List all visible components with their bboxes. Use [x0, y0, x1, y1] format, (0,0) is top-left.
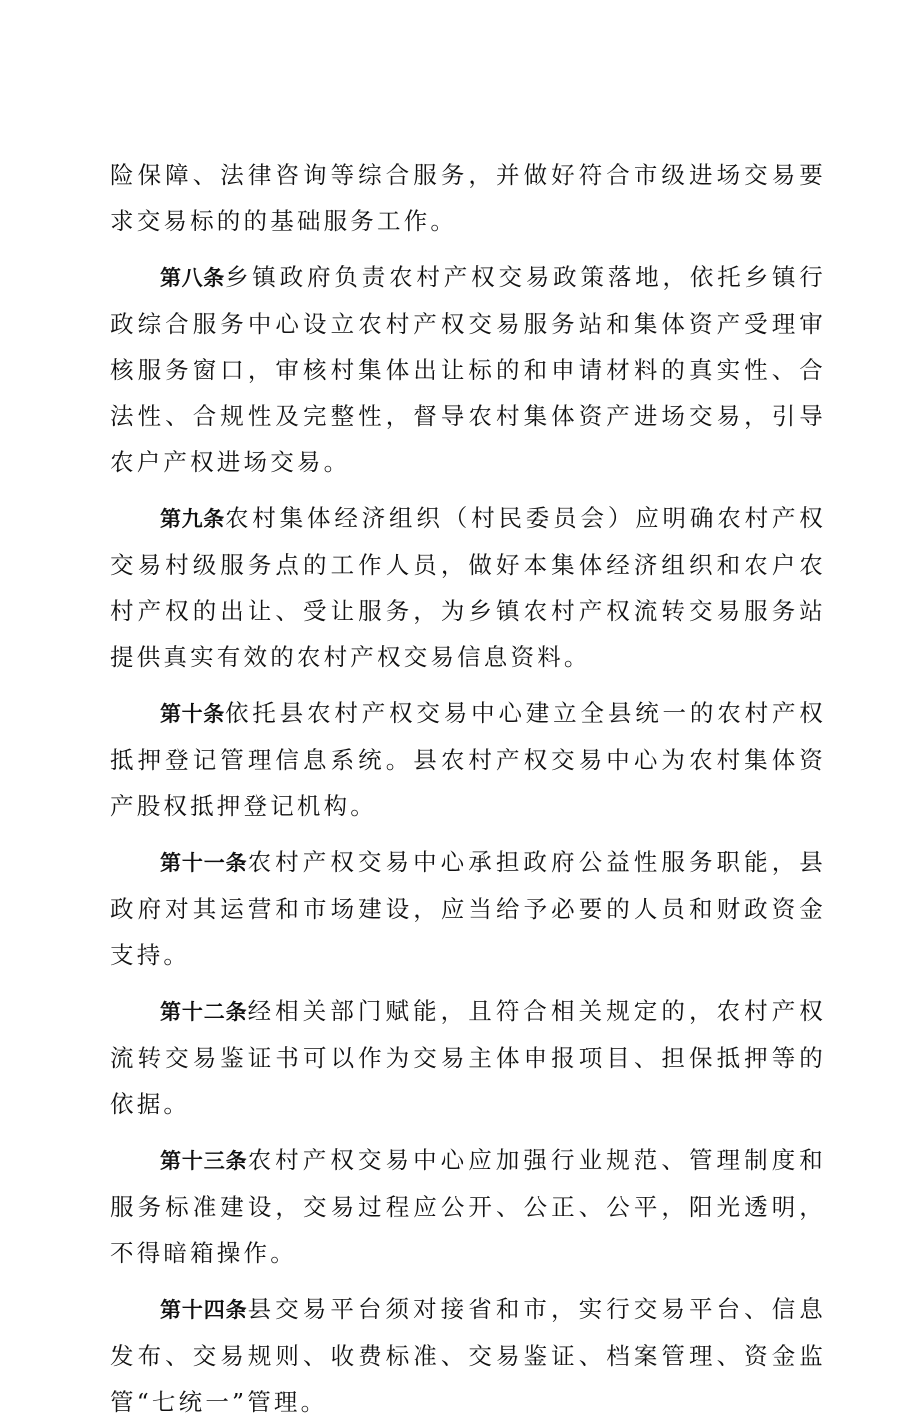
- article-number: 第十一条: [160, 851, 248, 875]
- paragraph-continuation: [110, 152, 826, 244]
- article-number: 第九条: [160, 507, 225, 531]
- article-9-paragraph: [110, 495, 826, 680]
- article-text: 农村产权交易中心承担政府公益性服务职能，县政府对其运营和市场建设，应当给予必要的人员和财政资金支持。: [110, 848, 827, 969]
- article-text: 经相关部门赋能，且符合相关规定的，农村产权流转交易鉴证书可以作为交易主体申报项目、担保抵押等的依据。: [110, 997, 827, 1118]
- article-text: 县交易平台须对接省和市，实行交易平台、信息发布、交易规则、收费标准、交易鉴证、档案管理、资金监管“七统一”管理。: [110, 1295, 827, 1416]
- article-text: 依托县农村产权交易中心建立全县统一的农村产权抵押登记管理信息系统。县农村产权交易中心为农村集体资产股权抵押登记机构。: [110, 699, 826, 820]
- article-text: 农村集体经济组织（村民委员会）应明确农村产权交易村级服务点的工作人员，做好本集体经济组织和农户农村产权的出让、受让服务，为乡镇农村产权流转交易服务站提供真实有效的农村产权交易信息资料。: [110, 504, 826, 671]
- article-13-paragraph: [110, 1137, 826, 1276]
- article-12-paragraph: [110, 988, 826, 1127]
- article-number: 第十四条: [160, 1298, 248, 1322]
- article-number: 第八条: [160, 266, 225, 290]
- article-number: 第十条: [160, 702, 225, 726]
- article-11-paragraph: [110, 839, 826, 978]
- article-text: 农村产权交易中心应加强行业规范、管理制度和服务标准建设，交易过程应公开、公正、公平，阳光透明，不得暗箱操作。: [110, 1146, 827, 1267]
- article-text: 乡镇政府负责农村产权交易政策落地，依托乡镇行政综合服务中心设立农村产权交易服务站和集体资产受理审核服务窗口，审核村集体出让标的和申请材料的真实性、合法性、合规性及完整性，督导农村集体资产进场交易，引导农户产权进场交易。: [110, 263, 826, 476]
- paragraph-text: 险保障、法律咨询等综合服务，并做好符合市级进场交易要求交易标的的基础服务工作。: [110, 161, 826, 235]
- article-number: 第十三条: [160, 1149, 248, 1173]
- article-14-paragraph: [110, 1286, 826, 1425]
- article-8-paragraph: [110, 254, 826, 485]
- article-number: 第十二条: [160, 1000, 248, 1024]
- article-10-paragraph: [110, 690, 826, 829]
- document-body: [110, 152, 826, 1425]
